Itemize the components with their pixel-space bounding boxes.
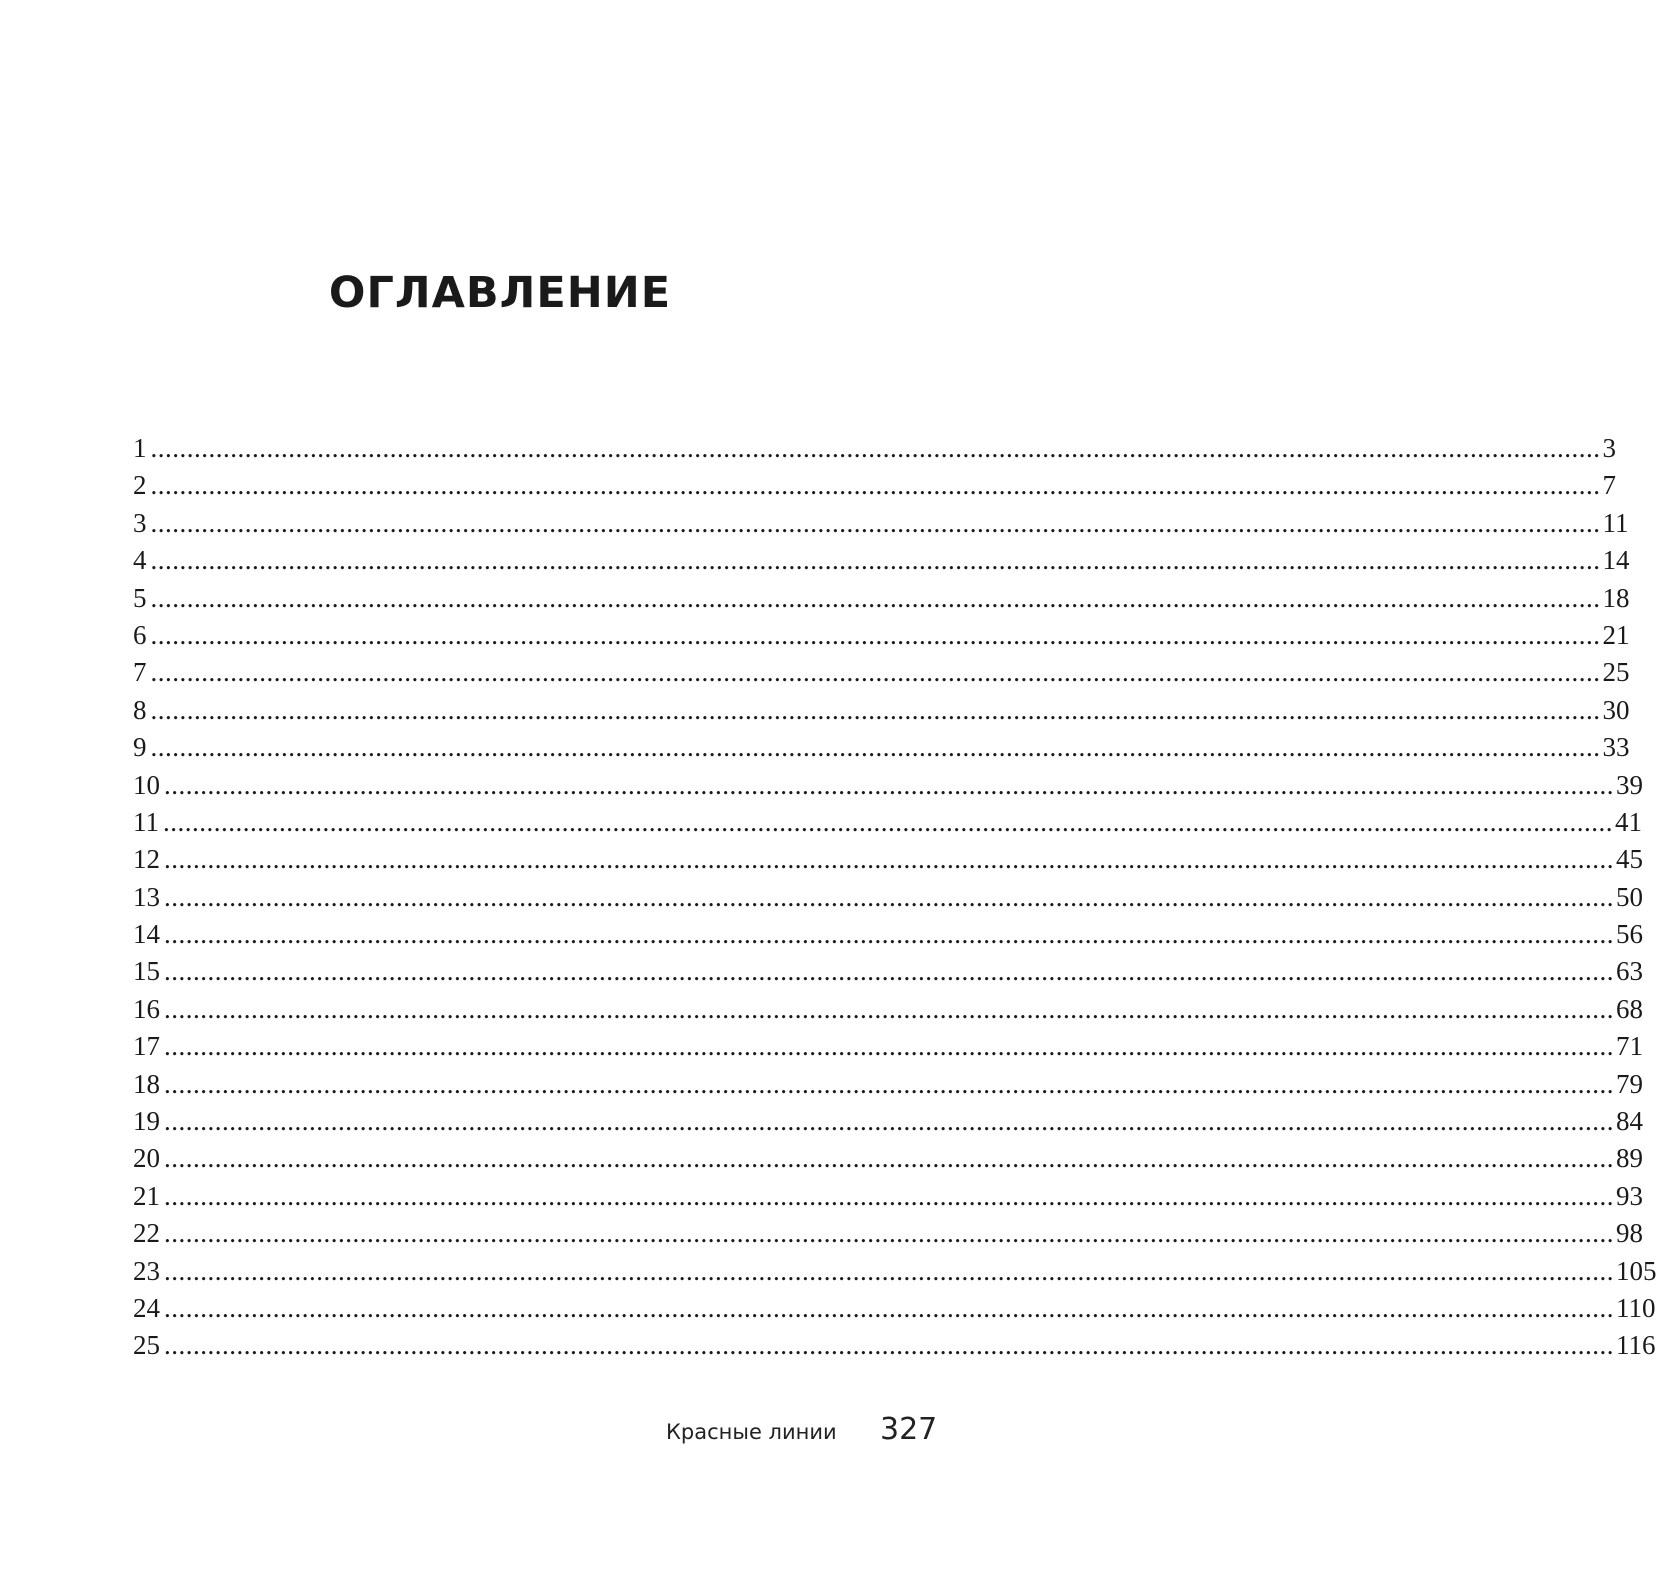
toc-chapter-number: 22 <box>133 1218 160 1249</box>
toc-entry <box>133 1215 1643 1252</box>
toc-chapter-number: 20 <box>133 1143 160 1174</box>
toc-chapter-number: 24 <box>133 1292 160 1323</box>
toc-dot-leader: ........................................................................................................................................................................................................ <box>150 433 1601 463</box>
toc-entry <box>133 1028 1643 1065</box>
toc-dot-leader: ........................................................................................................................................................................................................ <box>164 769 1614 800</box>
toc-entry <box>133 841 1643 878</box>
toc-entry <box>133 1290 1656 1327</box>
toc-chapter-number: 19 <box>133 1106 160 1137</box>
toc-page-number: 79 <box>1616 1068 1643 1099</box>
toc-dot-leader: ........................................................................................................................................................................................................ <box>164 956 1614 987</box>
toc-page-number: 56 <box>1616 919 1643 950</box>
toc-entry <box>133 1327 1656 1364</box>
toc-entry <box>133 542 1630 579</box>
toc-entry <box>133 953 1643 990</box>
toc-chapter-number: 13 <box>133 881 160 912</box>
toc-chapter-number: 7 <box>133 657 147 688</box>
toc-chapter-number: 25 <box>133 1330 160 1361</box>
toc-dot-leader: ........................................................................................................................................................................................................ <box>150 732 1601 763</box>
toc-entry <box>133 467 1616 504</box>
toc-dot-leader: ........................................................................................................................................................................................................ <box>164 1068 1614 1099</box>
toc-chapter-number: 11 <box>133 806 159 837</box>
toc-chapter-number: 18 <box>133 1068 160 1099</box>
toc-page-number: 98 <box>1616 1218 1643 1249</box>
toc-dot-leader: ........................................................................................................................................................................................................ <box>164 1292 1614 1323</box>
toc-dot-leader: ........................................................................................................................................................................................................ <box>164 881 1614 912</box>
toc-dot-leader: ........................................................................................................................................................................................................ <box>164 844 1614 875</box>
toc-chapter-number: 12 <box>133 844 160 875</box>
toc-page-number: 41 <box>1615 806 1642 837</box>
toc-chapter-number: 15 <box>133 956 160 987</box>
toc-page-number: 110 <box>1616 1292 1656 1323</box>
toc-dot-leader: ........................................................................................................................................................................................................ <box>150 657 1601 688</box>
toc-page-number: 116 <box>1616 1330 1656 1361</box>
toc-page-number: 71 <box>1616 1031 1643 1062</box>
table-of-contents <box>133 430 1657 1365</box>
toc-entry <box>133 505 1629 542</box>
toc-page-number: 3 <box>1602 433 1616 463</box>
toc-dot-leader: ........................................................................................................................................................................................................ <box>164 1031 1614 1062</box>
toc-entry <box>133 1103 1643 1140</box>
toc-page-number: 21 <box>1602 619 1630 650</box>
toc-entry <box>133 804 1642 841</box>
toc-chapter-number: 21 <box>133 1180 160 1211</box>
toc-entry <box>133 654 1630 691</box>
toc-entry <box>133 580 1630 617</box>
toc-dot-leader: ........................................................................................................................................................................................................ <box>150 582 1601 613</box>
toc-chapter-number: 5 <box>133 582 147 613</box>
toc-entry <box>133 1140 1643 1177</box>
toc-page-number: 68 <box>1616 993 1643 1024</box>
toc-entry <box>133 1253 1657 1290</box>
toc-dot-leader: ........................................................................................................................................................................................................ <box>163 806 1613 837</box>
toc-chapter-number: 3 <box>133 507 147 538</box>
toc-dot-leader: ........................................................................................................................................................................................................ <box>164 1330 1614 1361</box>
toc-page-number: 30 <box>1602 694 1630 725</box>
toc-page-number: 45 <box>1616 844 1643 875</box>
toc-chapter-number: 23 <box>133 1255 160 1286</box>
toc-page-number: 63 <box>1616 956 1643 987</box>
toc-chapter-number: 4 <box>133 545 147 576</box>
toc-chapter-number: 9 <box>133 732 147 763</box>
toc-entry <box>133 916 1643 953</box>
toc-entry <box>133 692 1630 729</box>
toc-page-number: 25 <box>1602 657 1630 688</box>
toc-chapter-number: 2 <box>133 470 147 501</box>
toc-entry <box>133 879 1643 916</box>
toc-entry <box>133 1178 1643 1215</box>
toc-dot-leader: ........................................................................................................................................................................................................ <box>164 1106 1614 1137</box>
toc-entry <box>133 617 1630 654</box>
toc-dot-leader: ........................................................................................................................................................................................................ <box>150 507 1601 538</box>
toc-dot-leader: ........................................................................................................................................................................................................ <box>164 1255 1614 1286</box>
toc-chapter-number: 8 <box>133 694 147 725</box>
toc-dot-leader: ........................................................................................................................................................................................................ <box>164 1143 1614 1174</box>
toc-entry <box>133 729 1630 766</box>
page-title: ОГЛАВЛЕНИЕ <box>328 268 672 318</box>
toc-page-number: 11 <box>1602 507 1629 538</box>
toc-entry <box>133 1066 1643 1103</box>
toc-page-number: 93 <box>1616 1180 1643 1211</box>
toc-dot-leader: ........................................................................................................................................................................................................ <box>150 470 1601 501</box>
toc-page-number: 84 <box>1616 1106 1643 1137</box>
toc-chapter-number: 6 <box>133 619 147 650</box>
toc-dot-leader: ........................................................................................................................................................................................................ <box>150 619 1601 650</box>
toc-chapter-number: 14 <box>133 919 160 950</box>
toc-dot-leader: ........................................................................................................................................................................................................ <box>164 919 1614 950</box>
toc-entry <box>133 430 1616 467</box>
toc-page-number: 39 <box>1616 769 1643 800</box>
toc-chapter-number: 10 <box>133 769 160 800</box>
toc-chapter-number: 16 <box>133 993 160 1024</box>
toc-chapter-number: 1 <box>133 433 147 463</box>
toc-chapter-number: 17 <box>133 1031 160 1062</box>
toc-entry <box>133 991 1643 1028</box>
toc-dot-leader: ........................................................................................................................................................................................................ <box>150 545 1601 576</box>
toc-page-number: 105 <box>1616 1255 1657 1286</box>
toc-entry <box>133 767 1643 804</box>
toc-page-number: 7 <box>1602 470 1616 501</box>
toc-dot-leader: ........................................................................................................................................................................................................ <box>164 1180 1614 1211</box>
page-number: 327 <box>880 1412 938 1447</box>
toc-page-number: 89 <box>1616 1143 1643 1174</box>
toc-page-number: 50 <box>1616 881 1643 912</box>
toc-page-number: 18 <box>1602 582 1630 613</box>
toc-dot-leader: ........................................................................................................................................................................................................ <box>150 694 1601 725</box>
toc-page-number: 33 <box>1602 732 1630 763</box>
toc-dot-leader: ........................................................................................................................................................................................................ <box>164 993 1614 1024</box>
running-footer-book-title: Красные линии <box>666 1420 837 1444</box>
toc-dot-leader: ........................................................................................................................................................................................................ <box>164 1218 1614 1249</box>
toc-page-number: 14 <box>1602 545 1630 576</box>
